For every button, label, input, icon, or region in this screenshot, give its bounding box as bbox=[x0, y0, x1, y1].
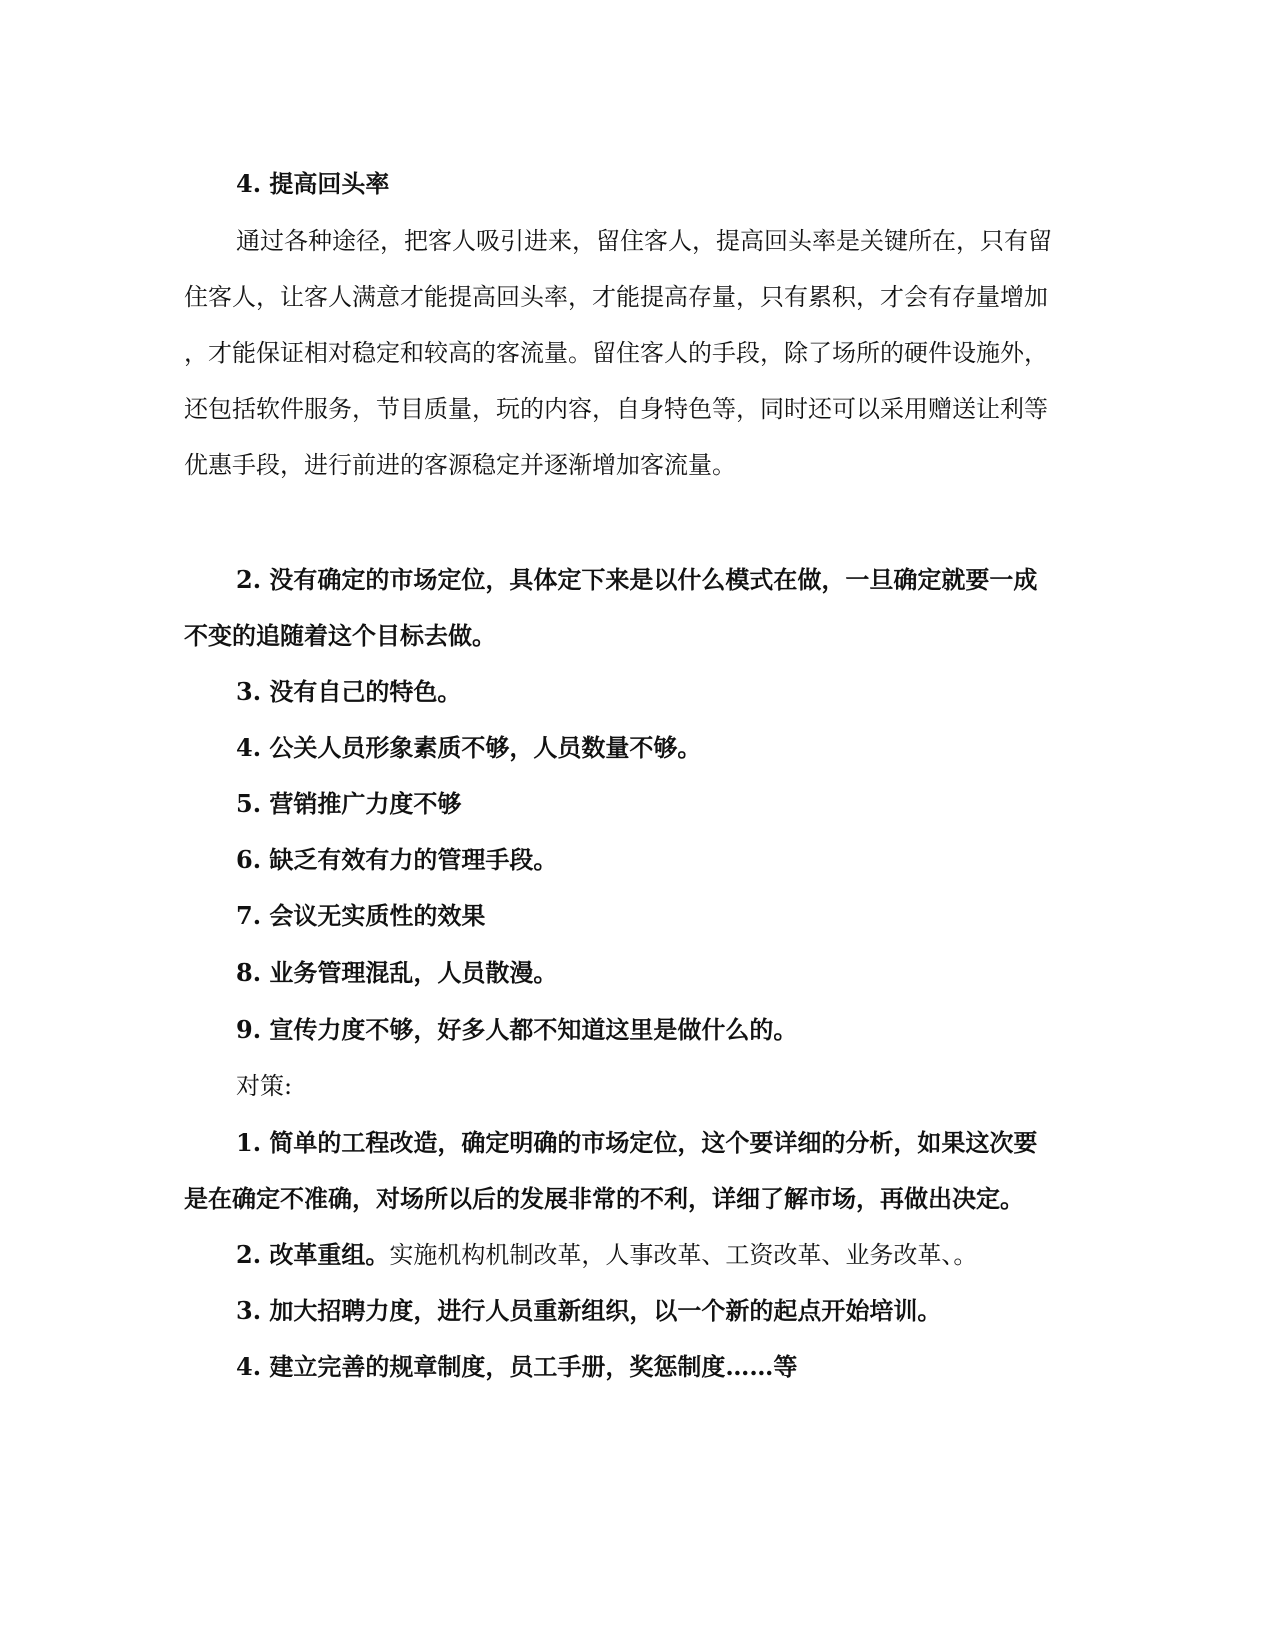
problem-item-6: 6. 缺乏有效有力的管理手段。 bbox=[236, 845, 558, 874]
problem-item-5: 5. 营销推广力度不够 bbox=[236, 789, 462, 818]
problem-item-9: 9. 宣传力度不够，好多人都不知道这里是做什么的。 bbox=[236, 1015, 798, 1044]
countermeasures-label: 对策: bbox=[236, 1072, 293, 1100]
countermeasure-item-1-line-1: 1. 简单的工程改造，确定明确的市场定位，这个要详细的分析，如果这次要 bbox=[236, 1128, 1038, 1157]
problem-item-8: 8. 业务管理混乱，人员散漫。 bbox=[236, 958, 558, 987]
section-heading: 4. 提高回头率 bbox=[236, 169, 390, 198]
paragraph-line-3: ，才能保证相对稳定和较高的客流量。留住客人的手段，除了场所的硬件设施外， bbox=[184, 339, 1048, 367]
problem-item-7: 7. 会议无实质性的效果 bbox=[236, 901, 486, 930]
problem-item-2-line-1: 2. 没有确定的市场定位，具体定下来是以什么模式在做，一旦确定就要一成 bbox=[236, 565, 1038, 594]
countermeasure-item-2-detail: 实施机构机制改革，人事改革、工资改革、业务改革、。 bbox=[389, 1241, 978, 1269]
paragraph-line-2: 住客人，让客人满意才能提高回头率，才能提高存量，只有累积，才会有存量增加 bbox=[184, 283, 1048, 311]
countermeasure-item-2 bbox=[236, 1239, 1136, 1271]
paragraph-line-4: 还包括软件服务，节目质量，玩的内容，自身特色等，同时还可以采用赠送让利等 bbox=[184, 395, 1048, 423]
countermeasure-item-4: 4. 建立完善的规章制度，员工手册，奖惩制度……等 bbox=[236, 1352, 798, 1381]
countermeasure-item-2-title: 2. 改革重组。 bbox=[236, 1240, 390, 1269]
problem-item-3: 3. 没有自己的特色。 bbox=[236, 677, 462, 706]
countermeasure-item-1-line-2: 是在确定不准确，对场所以后的发展非常的不利，详细了解市场，再做出决定。 bbox=[184, 1184, 1024, 1213]
paragraph-line-1: 通过各种途径，把客人吸引进来，留住客人，提高回头率是关键所在，只有留 bbox=[236, 227, 1052, 255]
paragraph-line-5: 优惠手段，进行前进的客源稳定并逐渐增加客流量。 bbox=[184, 451, 736, 479]
countermeasure-item-3: 3. 加大招聘力度，进行人员重新组织，以一个新的起点开始培训。 bbox=[236, 1296, 942, 1325]
problem-item-4: 4. 公关人员形象素质不够，人员数量不够。 bbox=[236, 733, 702, 762]
problem-item-2-line-2: 不变的追随着这个目标去做。 bbox=[184, 621, 496, 650]
